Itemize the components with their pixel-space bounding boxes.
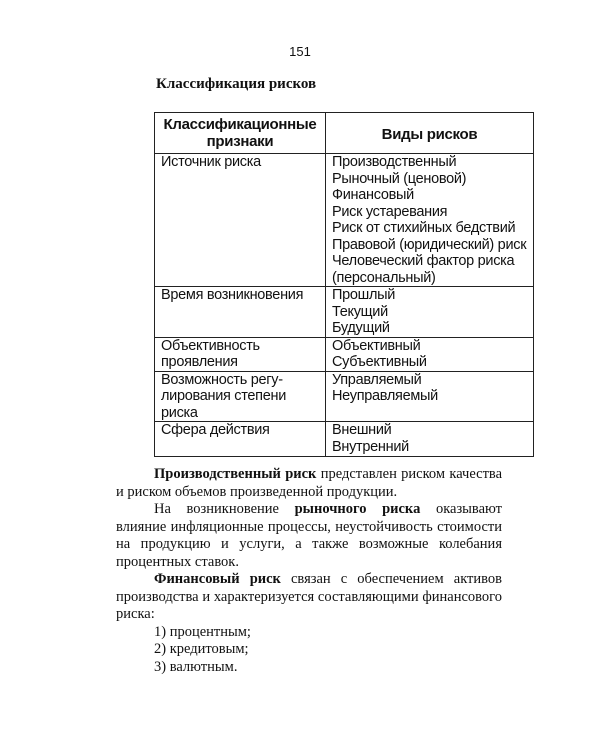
risk-type: Финансовый [332, 187, 414, 203]
risk-type: Производственный [332, 154, 457, 170]
risk-type: Риск устаревания [332, 203, 448, 220]
types-cell [326, 371, 534, 422]
feature-cell: Источник риска [155, 154, 326, 287]
feature-cell: Время возникновения [155, 287, 326, 338]
list-item: 1) процентным; [154, 623, 251, 640]
risk-type: Рыночный (ценовой) [332, 170, 467, 187]
section-title: Классификация рисков [156, 76, 317, 92]
risk-classification-table [154, 112, 534, 457]
types-cell [326, 287, 534, 338]
risk-type: Внутренний [332, 438, 409, 455]
paragraph-text: связан с обеспечением активов производства и характеризуется составляющими финансового риска: [116, 571, 502, 622]
types-cell [326, 422, 534, 457]
types-cell [326, 154, 534, 287]
term-market-risk: рыночного риска [294, 501, 421, 517]
risk-type: Неуправляемый [332, 388, 438, 404]
term-financial-risk: Финансовый риск [154, 571, 281, 587]
risk-type: Субъективный [332, 354, 427, 370]
risk-type: Объективный [332, 337, 421, 354]
paragraph-market-risk [116, 501, 502, 571]
table-row [155, 287, 534, 338]
risk-type: Будущий [332, 320, 390, 336]
header-risk-types: Виды рисков [326, 113, 534, 154]
paragraph-text: представлен риском качества и риском объемов произведенной продукции. [116, 466, 503, 500]
risk-type: Прошлый [332, 287, 396, 303]
feature-cell: Объективность проявления [155, 337, 326, 371]
risk-type: Человеческий фактор риска [332, 253, 515, 269]
table-row [155, 371, 534, 422]
body-text [116, 466, 502, 676]
feature-cell: Возможность регу-лирования степени риска [155, 371, 326, 422]
feature-cell: Сфера действия [155, 422, 326, 457]
term-production-risk: Производственный риск [154, 466, 317, 482]
risk-type: Управляемый [332, 371, 422, 388]
list-item: 2) кредитовым; [154, 641, 249, 657]
header-classification-features: Классификационные признаки [155, 113, 326, 154]
paragraph-text: оказывают влияние инфляционные процессы, неустойчивость стоимости на продукцию и услуги, а также возможные колебания процентных ставок. [116, 501, 502, 570]
types-cell [326, 337, 534, 371]
table-row [155, 422, 534, 457]
list-item: 3) валютным. [154, 658, 238, 675]
table-header-row [155, 113, 534, 154]
table-row [155, 337, 534, 371]
risk-type: Текущий [332, 303, 388, 320]
risk-type: Правовой (юридический) риск [332, 236, 527, 253]
page-number: 151 [289, 44, 311, 59]
paragraph-text: На возникновение [154, 501, 295, 517]
paragraph-production-risk [116, 466, 502, 501]
risk-type: Риск от стихийных бедствий [332, 220, 516, 236]
table-row [155, 154, 534, 287]
paragraph-financial-risk [116, 571, 502, 624]
risk-type: Внешний [332, 422, 392, 438]
risk-type: (персональный) [332, 269, 436, 286]
